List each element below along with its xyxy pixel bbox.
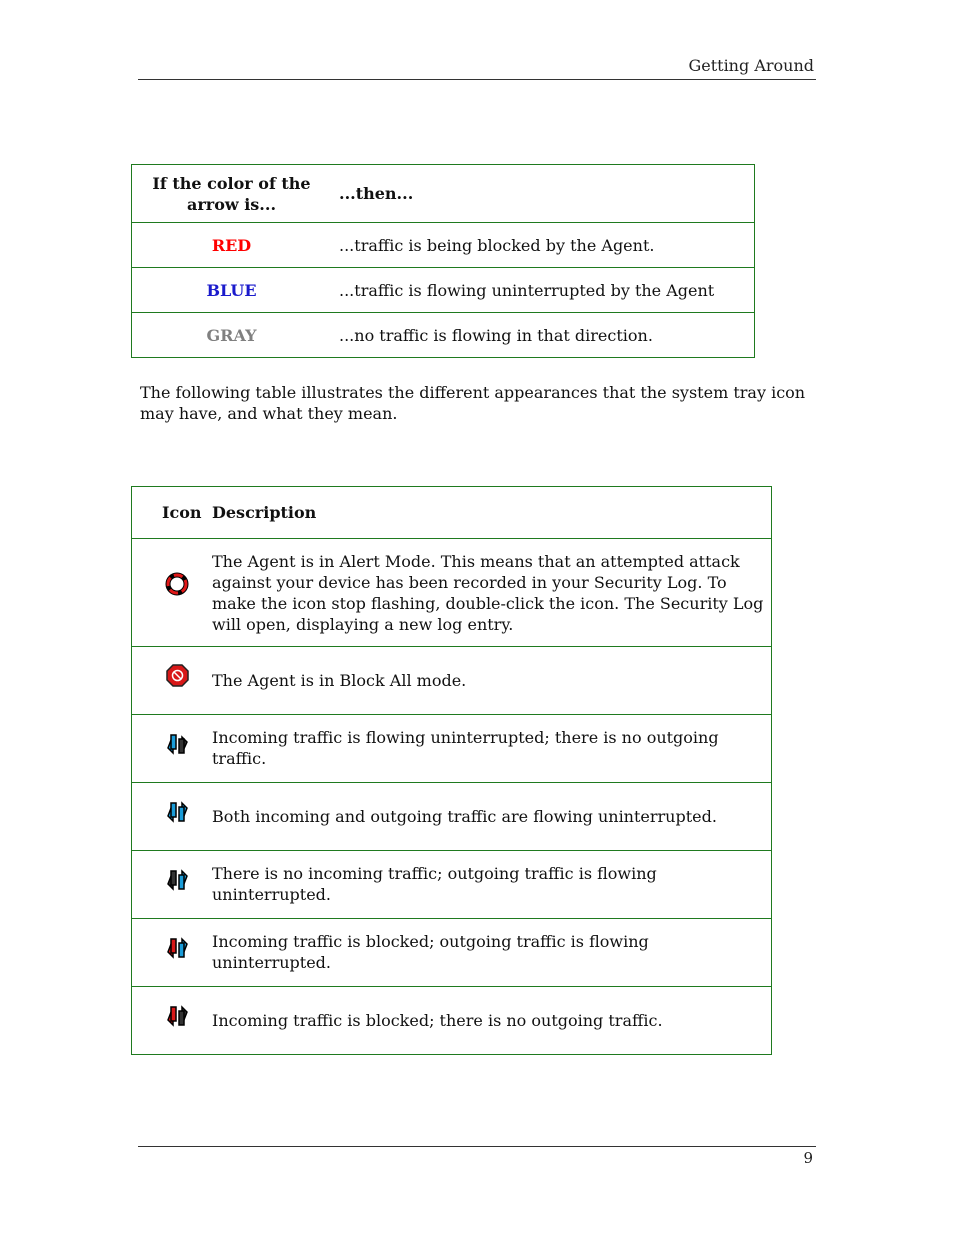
both-flowing-icon — [164, 799, 192, 825]
column-header-description: Description — [212, 503, 317, 522]
color-label-blue: BLUE — [206, 280, 257, 300]
table-row — [132, 919, 772, 987]
header-rule — [138, 79, 816, 80]
block-all-icon — [164, 663, 192, 689]
table-header-row — [132, 487, 772, 539]
icon-description: Incoming traffic is blocked; outgoing traffic is flowing uninterrupted. — [212, 932, 649, 972]
icon-description: Incoming traffic is blocked; there is no outgoing traffic. — [212, 1010, 663, 1030]
intro-paragraph: The following table illustrates the different appearances that the system tray icon may have, and what they mean. — [140, 383, 806, 423]
alert-mode-icon — [164, 571, 192, 597]
arrow-color-table — [131, 164, 755, 358]
column-header-icon: Icon — [162, 503, 202, 522]
tray-icon-table — [131, 486, 772, 1055]
color-label-gray: GRAY — [206, 325, 257, 345]
page-number: 9 — [803, 1149, 813, 1167]
table-header-row — [132, 165, 755, 223]
table-row — [132, 715, 772, 783]
incoming-flowing-icon — [164, 731, 192, 757]
column-header-then: ...then... — [339, 184, 414, 203]
icon-description: The Agent is in Block All mode. — [212, 670, 467, 690]
table-row — [132, 223, 755, 268]
icon-description: Both incoming and outgoing traffic are flowing uninterrupted. — [212, 806, 717, 826]
color-meaning: ...traffic is being blocked by the Agent. — [339, 235, 655, 255]
table-row — [132, 647, 772, 715]
icon-description: The Agent is in Alert Mode. This means that an attempted attack against your device has been recorded in your Security Log. To make the icon stop flashing, double-click the icon. The Security Log will open, displaying a new log entry. — [212, 551, 764, 634]
table-row — [132, 987, 772, 1055]
incoming-blocked-icon — [164, 1003, 192, 1029]
outgoing-flowing-icon — [164, 867, 192, 893]
table-row — [132, 313, 755, 358]
column-header-arrow-color: If the color of the arrow is... — [152, 174, 311, 214]
footer-rule — [138, 1146, 816, 1147]
incoming-blocked-outgoing-flowing-icon — [164, 935, 192, 961]
color-label-red: RED — [211, 235, 252, 255]
icon-description: There is no incoming traffic; outgoing traffic is flowing uninterrupted. — [212, 864, 657, 904]
icon-description: Incoming traffic is flowing uninterrupted; there is no outgoing traffic. — [212, 728, 719, 768]
running-header: Getting Around — [688, 56, 814, 75]
color-meaning: ...traffic is flowing uninterrupted by the Agent — [339, 280, 715, 300]
table-row — [132, 268, 755, 313]
table-row — [132, 783, 772, 851]
color-meaning: ...no traffic is flowing in that direction. — [339, 325, 653, 345]
table-row — [132, 539, 772, 647]
table-row — [132, 851, 772, 919]
